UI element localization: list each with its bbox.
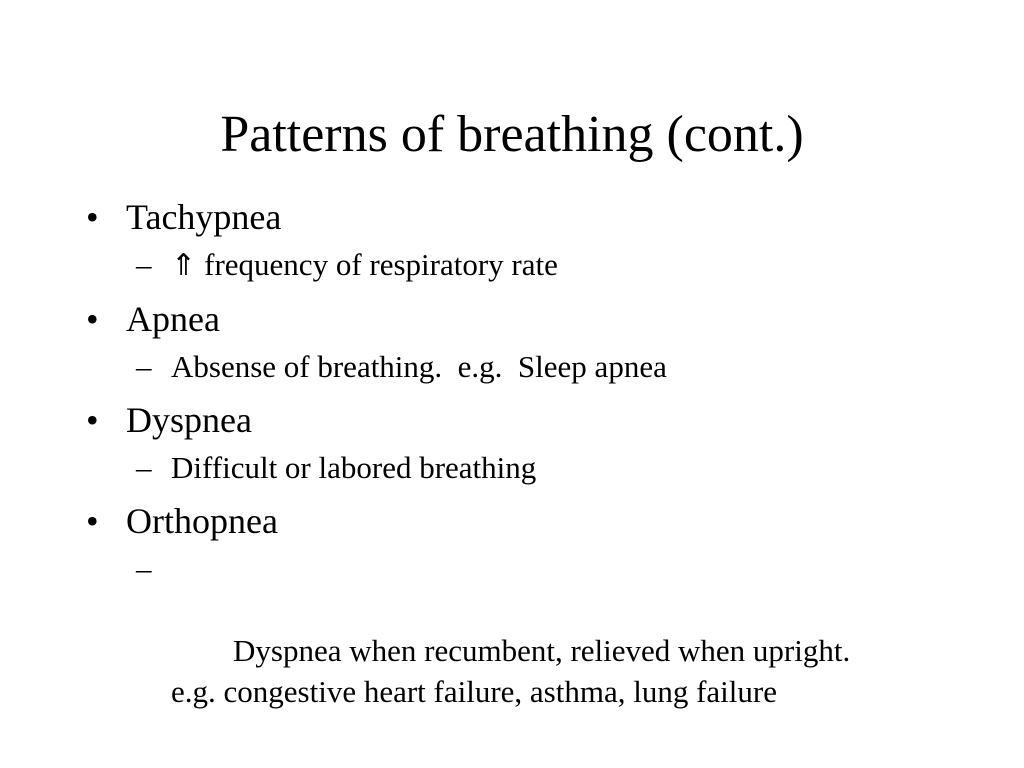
slide-title: Patterns of breathing (cont.) — [220, 106, 804, 163]
sub-item-text: Difficult or labored breathing — [171, 450, 537, 485]
bullet-marker: • — [86, 299, 99, 339]
bullet-marker: • — [86, 400, 99, 440]
bullet-marker: • — [86, 197, 99, 237]
sub-list — [126, 346, 966, 387]
sub-list — [126, 244, 966, 286]
bullet-item-apnea — [86, 292, 966, 387]
sub-item-text: Absense of breathing. e.g. Sleep apnea — [171, 349, 667, 384]
sub-list — [126, 447, 966, 488]
sub-item-text: frequency of respiratory rate — [204, 247, 558, 282]
bullet-term: Tachypnea — [126, 197, 282, 237]
sub-item — [126, 548, 871, 753]
bullet-marker: • — [86, 501, 99, 541]
bullet-term: Dyspnea — [126, 400, 252, 440]
sub-list — [126, 548, 966, 753]
sub-item — [126, 346, 966, 387]
bullet-term: Orthopnea — [126, 501, 278, 541]
bullet-item-dyspnea — [86, 393, 966, 488]
bullet-item-tachypnea — [86, 190, 966, 286]
dash-marker: – — [136, 450, 152, 485]
sub-item-text: Dyspnea when recumbent, relieved when upright. e.g. congestive heart failure, asthma, lung failure — [171, 633, 866, 709]
double-up-arrow-icon: ⇑ — [171, 248, 197, 283]
bullet-item-orthopnea — [86, 494, 966, 753]
bullet-term: Apnea — [126, 299, 220, 339]
sub-item — [126, 447, 966, 488]
dash-marker: – — [136, 551, 152, 586]
bullet-list — [86, 190, 966, 759]
dash-marker: – — [136, 349, 152, 384]
sub-item — [126, 244, 966, 286]
dash-marker: – — [136, 247, 152, 282]
